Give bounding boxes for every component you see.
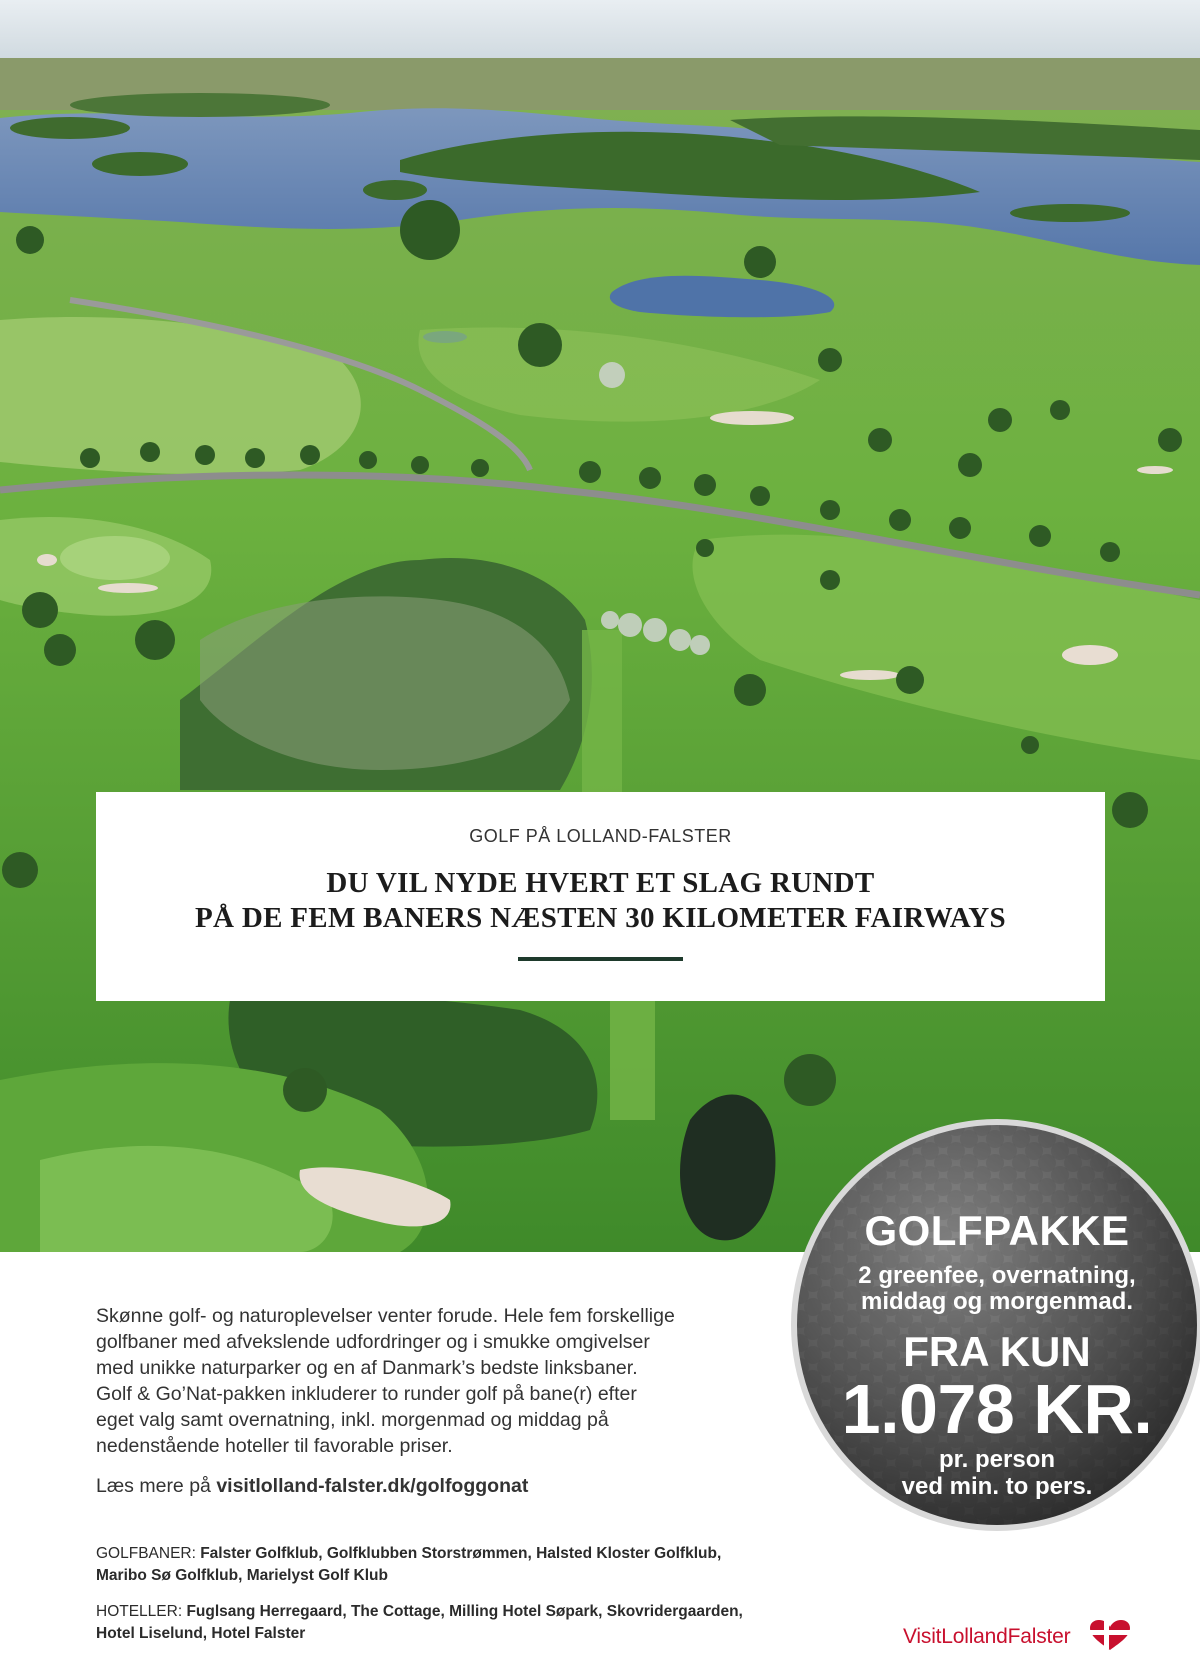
heart-flag-icon	[1089, 1619, 1131, 1651]
badge-desc-line-1: 2 greenfee, overnatning,	[858, 1262, 1136, 1289]
badge-per-line-1: pr. person	[938, 1446, 1056, 1473]
kicker-label: GOLF PÅ LOLLAND-FALSTER	[469, 826, 732, 846]
courses-line-2: Maribo Sø Golfklub, Marielyst Golf Klub	[96, 1567, 388, 1584]
headline-line-1: DU VIL NYDE HVERT ET SLAG RUNDT	[326, 867, 875, 899]
badge-per-person	[787, 1446, 1200, 1500]
visit-lolland-falster-logo[interactable]	[903, 1619, 1133, 1653]
intro-line: golfbaner med afvekslende udfordringer og i smukke omgivelser	[96, 1331, 650, 1353]
read-more-link[interactable]: visitlolland-falster.dk/golfoggonat	[216, 1475, 529, 1497]
badge-per-line-2: ved min. to pers.	[901, 1473, 1093, 1500]
headline-divider	[518, 957, 683, 961]
courses-label: GOLFBANER:	[96, 1545, 201, 1562]
badge-desc-line-2: middag og morgenmad.	[860, 1288, 1133, 1315]
read-more-prefix: Læs mere på	[96, 1475, 217, 1497]
intro-paragraph	[96, 1303, 736, 1459]
headline	[96, 866, 1105, 936]
headline-card	[96, 792, 1105, 1001]
badge-from-label: FRA KUN	[903, 1328, 1091, 1375]
intro-line: nedenstående hoteller til favorable priser.	[96, 1435, 453, 1457]
intro-line: eget valg samt overnatning, inkl. morgenmad og middag på	[96, 1409, 609, 1431]
intro-line: Skønne golf- og naturoplevelser venter forude. Hele fem forskellige	[96, 1305, 675, 1327]
badge-description	[787, 1263, 1200, 1315]
read-more	[96, 1475, 796, 1498]
courses-line-1: Falster Golfklub, Golfklubben Storstrømmen, Halsted Kloster Golfklub,	[200, 1545, 722, 1562]
logo-wordmark: VisitLollandFalster	[903, 1625, 1071, 1648]
intro-line: Golf & Go’Nat-pakken inkluderer to runder golf på bane(r) efter	[96, 1383, 637, 1405]
hotels-line-1: Fuglsang Herregaard, The Cottage, Milling Hotel Søpark, Skovridergaarden,	[186, 1603, 743, 1620]
headline-line-2: PÅ DE FEM BANERS NÆSTEN 30 KILOMETER FAIRWAYS	[195, 902, 1006, 934]
golf-courses-list	[96, 1543, 816, 1587]
badge-price: 1.078 KR.	[841, 1370, 1153, 1448]
hotels-label: HOTELLER:	[96, 1603, 187, 1620]
price-badge-golf-ball	[787, 1115, 1200, 1535]
intro-line: med unikke naturparker og en af Danmark’s bedste linksbaner.	[96, 1357, 638, 1379]
badge-title: GOLFPAKKE	[864, 1207, 1130, 1254]
hotels-list	[96, 1601, 816, 1645]
hotels-line-2: Hotel Liselund, Hotel Falster	[96, 1625, 306, 1642]
